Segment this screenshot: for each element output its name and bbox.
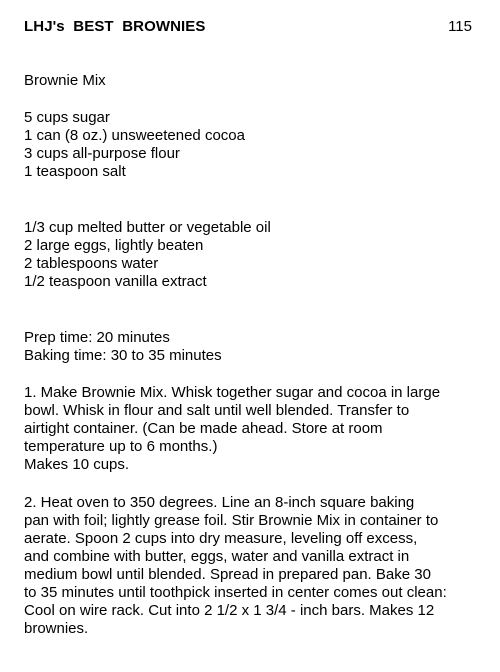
ingredient-line: 2 tablespoons water: [24, 255, 159, 272]
brownie-ingredients-list: [24, 219, 484, 291]
step-line: aerate. Spoon 2 cups into dry measure, leveling off excess,: [24, 530, 418, 547]
step-1-paragraph: [24, 384, 484, 474]
times-block: [24, 329, 484, 365]
step-line: airtight container. (Can be made ahead. Store at room: [24, 420, 383, 437]
page-header: [24, 17, 472, 37]
step-line: Makes 10 cups.: [24, 456, 130, 473]
step-line: brownies.: [24, 620, 89, 637]
page-number: 115: [448, 18, 472, 35]
step-line: pan with foil; lightly grease foil. Stir Brownie Mix in container to: [24, 512, 439, 529]
mix-ingredients-list: [24, 109, 484, 181]
ingredient-line: 1 teaspoon salt: [24, 163, 126, 180]
ingredient-line: 1/3 cup melted butter or vegetable oil: [24, 219, 271, 236]
step-line: 2. Heat oven to 350 degrees. Line an 8-inch square baking: [24, 494, 415, 511]
ingredient-line: 1/2 teaspoon vanilla extract: [24, 273, 207, 290]
step-2-paragraph: [24, 494, 484, 638]
step-line: temperature up to 6 months.): [24, 438, 218, 455]
ingredient-line: 1 can (8 oz.) unsweetened cocoa: [24, 127, 245, 144]
step-line: Cool on wire rack. Cut into 2 1/2 x 1 3/4 - inch bars. Makes 12: [24, 602, 435, 619]
ingredient-line: 2 large eggs, lightly beaten: [24, 237, 204, 254]
step-line: 1. Make Brownie Mix. Whisk together sugar and cocoa in large: [24, 384, 441, 401]
step-line: and combine with butter, eggs, water and vanilla extract in: [24, 548, 410, 565]
baking-time: Baking time: 30 to 35 minutes: [24, 347, 222, 364]
recipe-title: LHJ's BEST BROWNIES: [24, 18, 206, 35]
step-line: bowl. Whisk in flour and salt until well blended. Transfer to: [24, 402, 410, 419]
step-line: to 35 minutes until toothpick inserted in center comes out clean:: [24, 584, 447, 601]
step-line: medium bowl until blended. Spread in prepared pan. Bake 30: [24, 566, 431, 583]
ingredient-line: 3 cups all-purpose flour: [24, 145, 180, 162]
ingredient-line: 5 cups sugar: [24, 109, 110, 126]
section-heading: Brownie Mix: [24, 72, 106, 89]
prep-time: Prep time: 20 minutes: [24, 329, 170, 346]
